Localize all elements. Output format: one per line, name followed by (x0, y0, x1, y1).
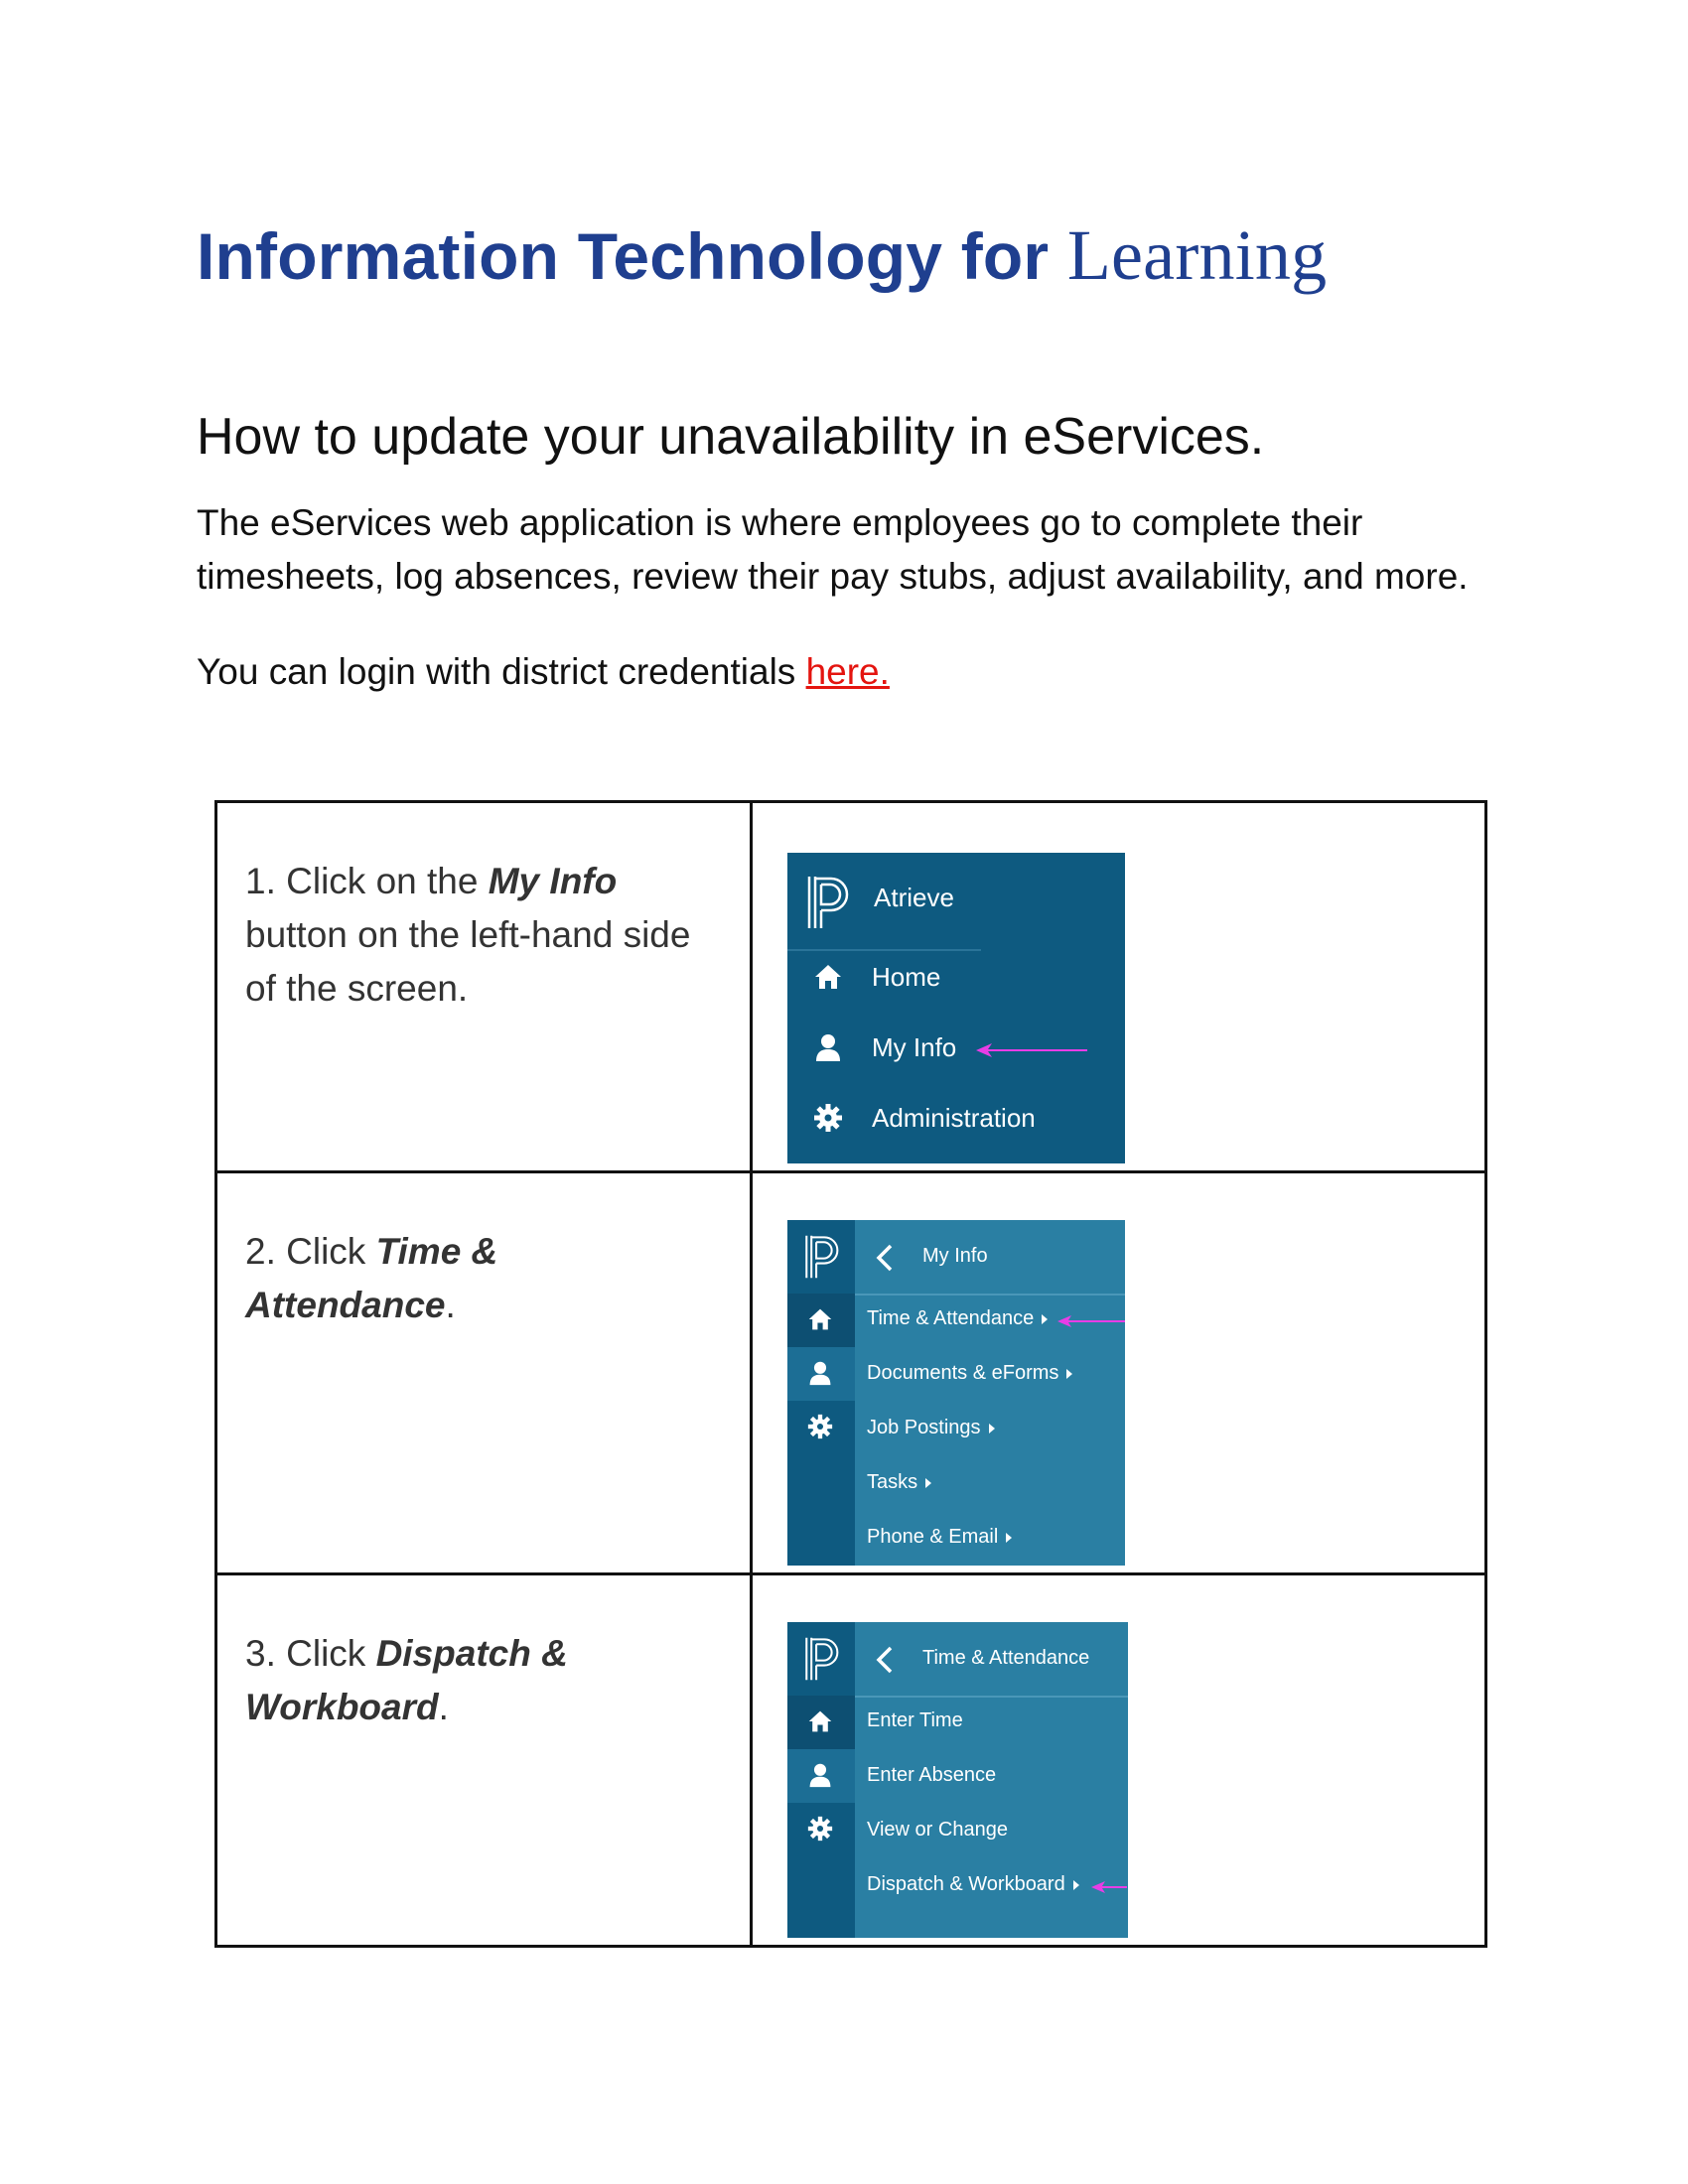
atrieve-main-menu (787, 853, 1125, 1163)
rail-my-info[interactable] (787, 1749, 855, 1803)
step-1-prefix: 1. Click on the (245, 861, 489, 901)
step-3-instruction (245, 1627, 710, 1734)
login-text: You can login with district credentials (197, 651, 806, 692)
user-icon (813, 1032, 843, 1062)
caret-right-icon (1073, 1880, 1079, 1890)
caret-right-icon (925, 1478, 931, 1488)
pointer-arrow-icon (1091, 1880, 1127, 1894)
rail-home[interactable] (787, 1696, 855, 1749)
atrieve-title: Atrieve (874, 883, 954, 912)
atrieve-menu-header (787, 853, 1125, 950)
submenu-item-enter-time[interactable] (867, 1709, 963, 1732)
rail-administration[interactable] (787, 1401, 855, 1454)
powerschool-logo-icon (803, 1636, 839, 1682)
step-1-image-cell (752, 802, 1486, 1172)
caret-right-icon (1006, 1533, 1012, 1543)
step-1-suffix: button on the left-hand side of the screen. (245, 914, 691, 1009)
pointer-arrow-icon (1057, 1314, 1125, 1328)
rail-home[interactable] (787, 1294, 855, 1347)
submenu-item-label: Phone & Email (867, 1526, 999, 1548)
icon-rail (787, 1622, 855, 1938)
step-2-target: Time & Attendance (245, 1231, 498, 1325)
intro-paragraph: The eServices web application is where employees go to complete their timesheets, log absences, review their pay stubs, adjust availability, and more. (197, 502, 1469, 597)
submenu-item-tasks[interactable] (867, 1471, 931, 1494)
login-paragraph (197, 645, 890, 699)
step-3-target: Dispatch & Workboard (245, 1633, 568, 1727)
rail-my-info[interactable] (787, 1347, 855, 1401)
submenu-item-label: Enter Time (867, 1709, 963, 1731)
submenu-item-label: Enter Absence (867, 1764, 997, 1786)
submenu-item-label: Job Postings (867, 1417, 981, 1438)
gear-icon (813, 1103, 843, 1133)
step-2-suffix: . (445, 1285, 456, 1325)
user-icon (807, 1360, 833, 1386)
step-3-image-cell (752, 1574, 1486, 1947)
steps-table (214, 800, 1487, 1948)
step-3-text-cell (216, 1574, 752, 1947)
step-2-image-cell (752, 1172, 1486, 1574)
menu-item-home[interactable] (787, 948, 1125, 1008)
step-2-instruction (245, 1225, 710, 1332)
step-3-suffix: . (438, 1687, 449, 1727)
step-1-target: My Info (488, 861, 618, 901)
brand-title-serif: Learning (1066, 215, 1328, 295)
chevron-left-icon (875, 1646, 895, 1674)
powerschool-logo-icon (805, 875, 849, 930)
submenu-title: My Info (922, 1245, 988, 1267)
brand-title-sans: Information Technology for (197, 219, 1050, 293)
submenu-item-label: Time & Attendance (867, 1307, 1035, 1329)
menu-item-administration-label: Administration (872, 1103, 1036, 1133)
rail-administration[interactable] (787, 1803, 855, 1856)
gear-icon (807, 1816, 833, 1842)
chevron-left-icon (875, 1244, 895, 1272)
step-3-prefix: 3. Click (245, 1633, 376, 1674)
home-icon (807, 1708, 833, 1734)
step-1-instruction (245, 855, 710, 1016)
caret-right-icon (1042, 1314, 1048, 1324)
step-1-text-cell (216, 802, 752, 1172)
submenu-item-enter-absence[interactable] (867, 1764, 996, 1787)
submenu-item-view-or-change[interactable] (867, 1819, 1008, 1842)
menu-item-administration[interactable] (787, 1089, 1125, 1149)
submenu-item-label: Dispatch & Workboard (867, 1873, 1065, 1895)
menu-item-my-info-label: My Info (872, 1032, 957, 1062)
home-icon (813, 962, 843, 992)
submenu-item-phone-email[interactable] (867, 1526, 1012, 1549)
caret-right-icon (1066, 1369, 1072, 1379)
step-row-2 (216, 1172, 1486, 1574)
step-row-3 (216, 1574, 1486, 1947)
submenu-header[interactable] (855, 1622, 1128, 1698)
submenu-item-label: View or Change (867, 1819, 1008, 1841)
page-brand-title (197, 214, 1327, 297)
submenu-item-label: Documents & eForms (867, 1362, 1059, 1384)
time-attendance-submenu (787, 1622, 1128, 1938)
step-2-text-cell (216, 1172, 752, 1574)
submenu-item-label: Tasks (867, 1471, 918, 1493)
menu-item-home-label: Home (872, 962, 941, 992)
submenu-item-dispatch-workboard[interactable] (867, 1873, 1079, 1896)
submenu-title: Time & Attendance (922, 1647, 1090, 1669)
submenu-item-documents-eforms[interactable] (867, 1362, 1072, 1385)
page-heading: How to update your unavailability in eServices. (197, 408, 1265, 466)
submenu-header[interactable] (855, 1220, 1125, 1296)
icon-rail (787, 1220, 855, 1566)
login-link[interactable]: here. (805, 651, 890, 692)
step-2-prefix: 2. Click (245, 1231, 376, 1272)
menu-item-my-info[interactable] (787, 1019, 1125, 1078)
user-icon (807, 1762, 833, 1788)
gear-icon (807, 1414, 833, 1439)
pointer-arrow-icon (976, 1042, 1087, 1058)
powerschool-logo-icon (803, 1234, 839, 1280)
my-info-submenu (787, 1220, 1125, 1566)
step-row-1 (216, 802, 1486, 1172)
submenu-item-time-attendance[interactable] (867, 1307, 1048, 1330)
submenu-item-job-postings[interactable] (867, 1417, 995, 1439)
home-icon (807, 1306, 833, 1332)
caret-right-icon (989, 1424, 995, 1433)
